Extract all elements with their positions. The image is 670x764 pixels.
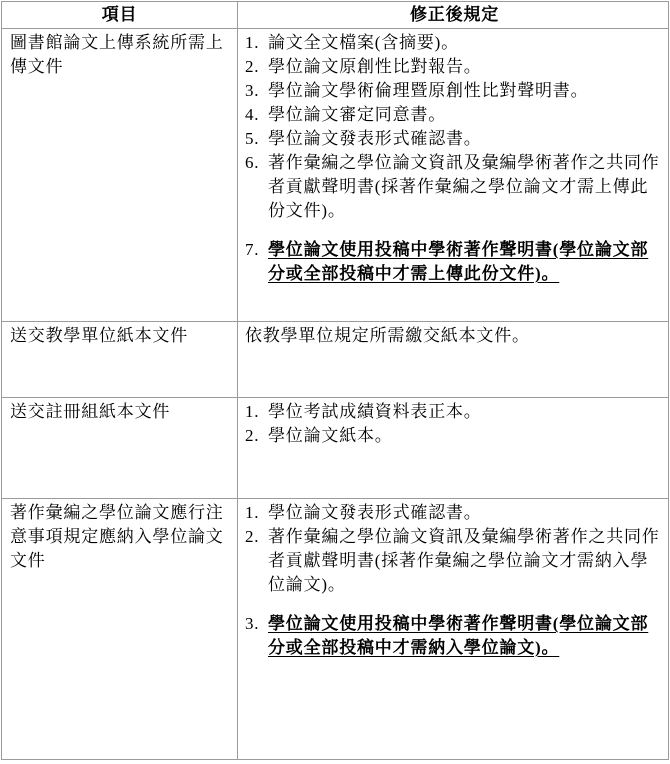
entry-text: 學位論文發表形式確認書。 (268, 129, 482, 148)
entry-text: 學位論文使用投稿中學術著作聲明書(學位論文部分或全部投稿中才需納入學位論文)。 (268, 614, 649, 657)
entry-number: 4. (245, 105, 260, 124)
regulation-entry (245, 525, 664, 597)
regulation-text: 依教學單位規定所需繳交紙本文件。 (245, 326, 530, 345)
regulation-cell (238, 398, 668, 498)
entry-text: 學位論文審定同意書。 (268, 105, 446, 124)
header-regulation-column: 修正後規定 (410, 5, 499, 24)
regulation-cell (238, 322, 668, 397)
item-cell: 圖書館論文上傳系統所需上傳文件 (2, 29, 238, 321)
entry-number: 3. (245, 614, 260, 633)
regulation-entry (245, 151, 664, 223)
regulation-entry-emphasized (245, 238, 664, 286)
entry-text: 論文全文檔案(含摘要)。 (268, 33, 459, 52)
table-row-teaching-unit (2, 321, 668, 397)
entry-text: 學位論文發表形式確認書。 (268, 503, 482, 522)
regulation-table (1, 1, 669, 760)
table-row-library-upload (2, 28, 668, 321)
entry-text: 著作彙編之學位論文資訊及彙編學術著作之共同作者貢獻聲明書(採著作彙編之學位論文才需上傳此份文件)。 (268, 153, 660, 220)
item-cell: 送交註冊組紙本文件 (2, 398, 238, 498)
entry-number: 5. (245, 129, 260, 148)
regulation-entry (245, 127, 664, 151)
entry-number: 2. (245, 426, 260, 445)
entry-text: 著作彙編之學位論文資訊及彙編學術著作之共同作者貢獻聲明書(採著作彙編之學位論文才需納入學位論文)。 (268, 527, 660, 594)
entry-number: 1. (245, 402, 260, 421)
item-cell: 著作彙編之學位論文應行注意事項規定應納入學位論文文件 (2, 499, 238, 759)
entry-number: 1. (245, 503, 260, 522)
entry-number: 6. (245, 153, 260, 172)
entry-text: 學位考試成績資料表正本。 (268, 402, 482, 421)
regulation-entry (245, 103, 664, 127)
entry-number: 3. (245, 81, 260, 100)
table-header-row (2, 2, 668, 28)
entry-number: 7. (245, 240, 260, 259)
entry-text: 學位論文紙本。 (268, 426, 393, 445)
entry-text: 學位論文學術倫理暨原創性比對聲明書。 (268, 81, 589, 100)
regulation-entry (245, 400, 664, 424)
entry-text: 學位論文使用投稿中學術著作聲明書(學位論文部分或全部投稿中才需上傳此份文件)。 (268, 240, 649, 283)
entry-number: 1. (245, 33, 260, 52)
regulation-entry (245, 501, 664, 525)
regulation-cell (238, 29, 668, 321)
entry-number: 2. (245, 57, 260, 76)
table-row-compilation-thesis (2, 498, 668, 759)
regulation-entry (245, 31, 664, 55)
entry-number: 2. (245, 527, 260, 546)
regulation-cell (238, 499, 668, 759)
item-cell: 送交教學單位紙本文件 (2, 322, 238, 397)
regulation-entry (245, 55, 664, 79)
entry-text: 學位論文原創性比對報告。 (268, 57, 482, 76)
table-row-registration-section (2, 397, 668, 498)
header-item-column: 項目 (2, 2, 238, 28)
regulation-entry-emphasized (245, 612, 664, 660)
regulation-entry (245, 424, 664, 448)
regulation-entry (245, 79, 664, 103)
